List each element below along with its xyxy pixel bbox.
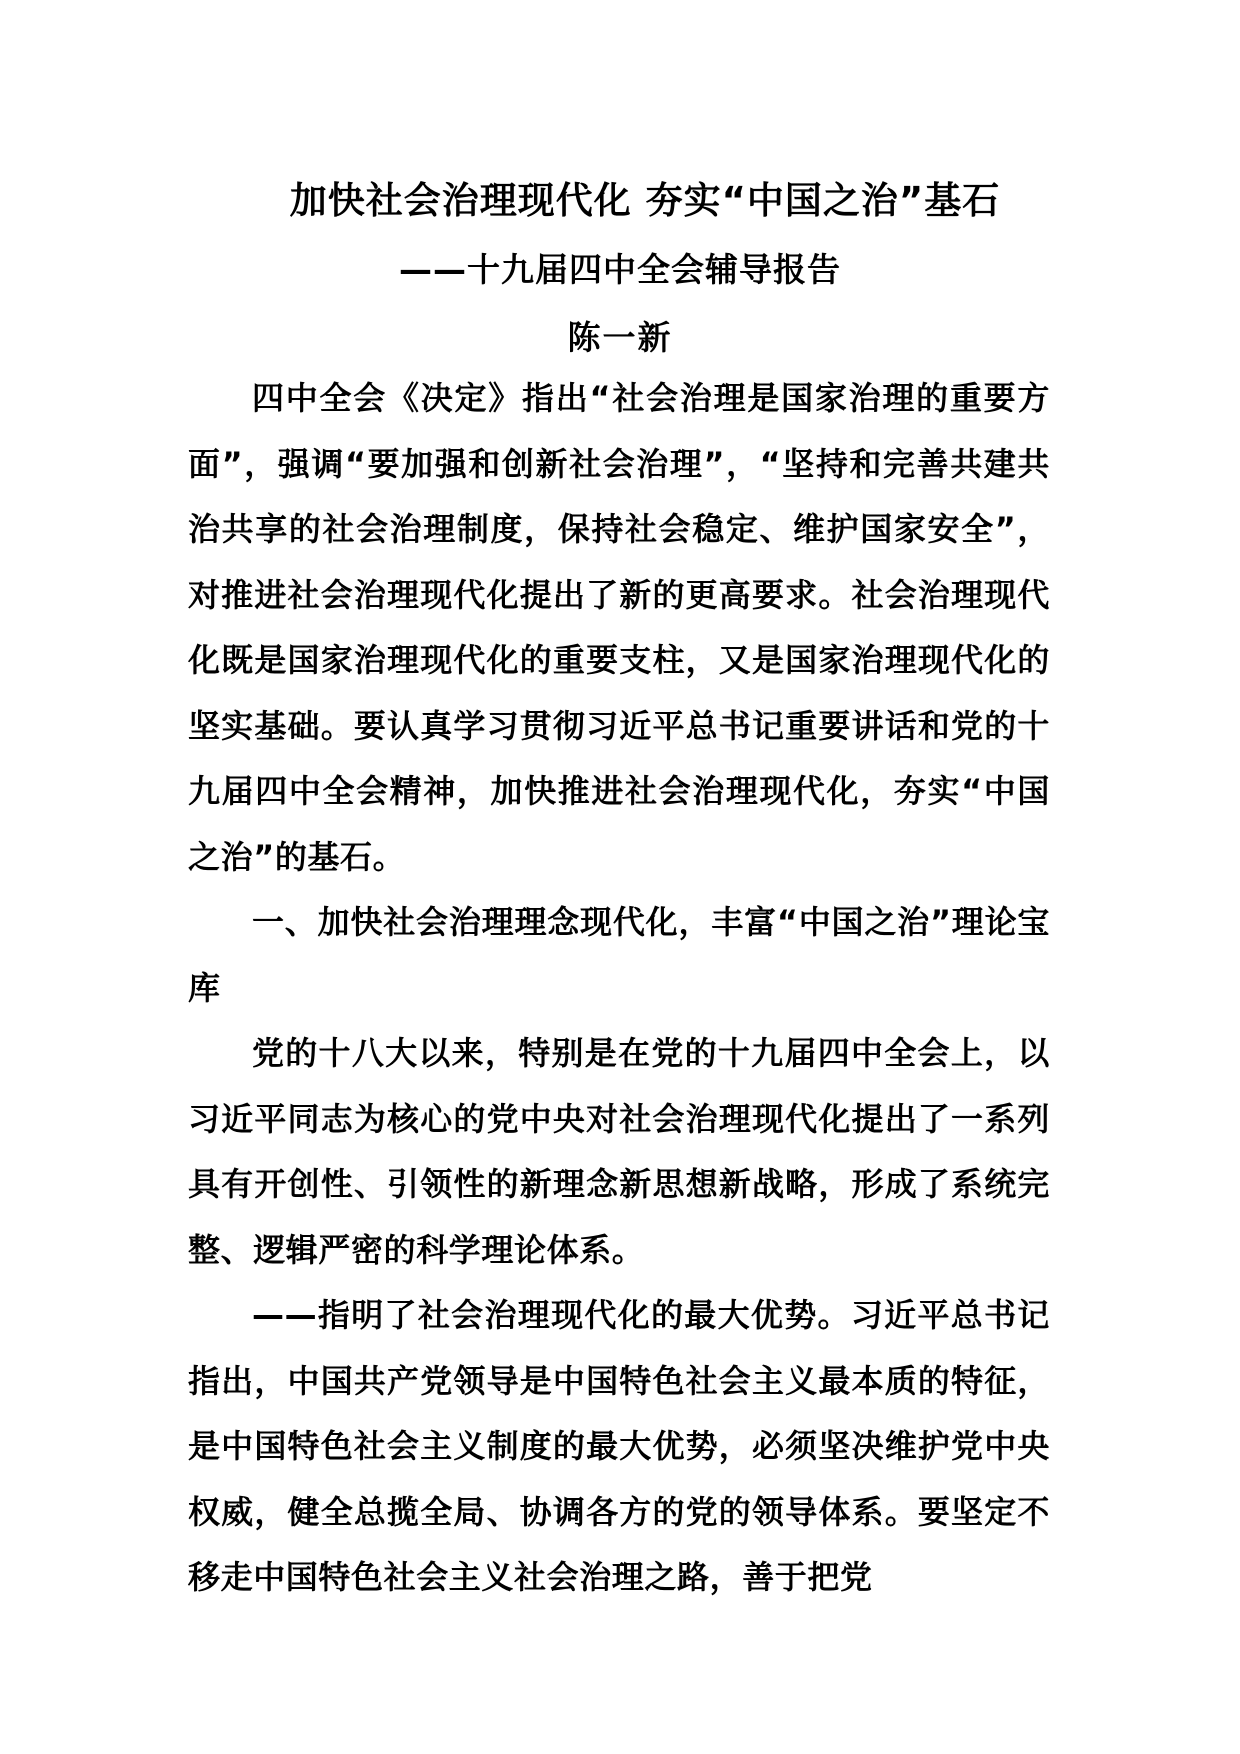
document-title: 加快社会治理现代化 夯实“中国之治”基石 [289,179,1001,222]
document-body [188,366,1050,1611]
document-author: 陈一新 [567,318,673,357]
paragraph-section-1: 党的十八大以来，特别是在党的十九届四中全会上，以习近平同志为核心的党中央对社会治理现代化提出了一系列具有开创性、引领性的新理念新思想新战略，形成了系统完整、逻辑严密的科学理论体系。 [188,1034,1050,1269]
document-subtitle: ——十九届四中全会辅导报告 [399,250,841,289]
section-heading-1: 一、加快社会治理理念现代化，丰富“中国之治”理论宝库 [188,903,1050,1007]
paragraph-advantage: ——指明了社会治理现代化的最大优势。习近平总书记指出，中国共产党领导是中国特色社会主义最本质的特征，是中国特色社会主义制度的最大优势，必须坚决维护党中央权威，健全总揽全局、协调各方的党的领导体系。要坚定不移走中国特色社会主义社会治理之路，善于把党 [188,1296,1050,1596]
paragraph-intro: 四中全会《决定》指出“社会治理是国家治理的重要方面”，强调“要加强和创新社会治理”，“坚持和完善共建共治共享的社会治理制度，保持社会稳定、维护国家安全”，对推进社会治理现代化提出了新的更高要求。社会治理现代化既是国家治理现代化的重要支柱，又是国家治理现代化的坚实基础。要认真学习贯彻习近平总书记重要讲话和党的十九届四中全会精神，加快推进社会治理现代化，夯实“中国之治”的基石。 [188,379,1050,876]
